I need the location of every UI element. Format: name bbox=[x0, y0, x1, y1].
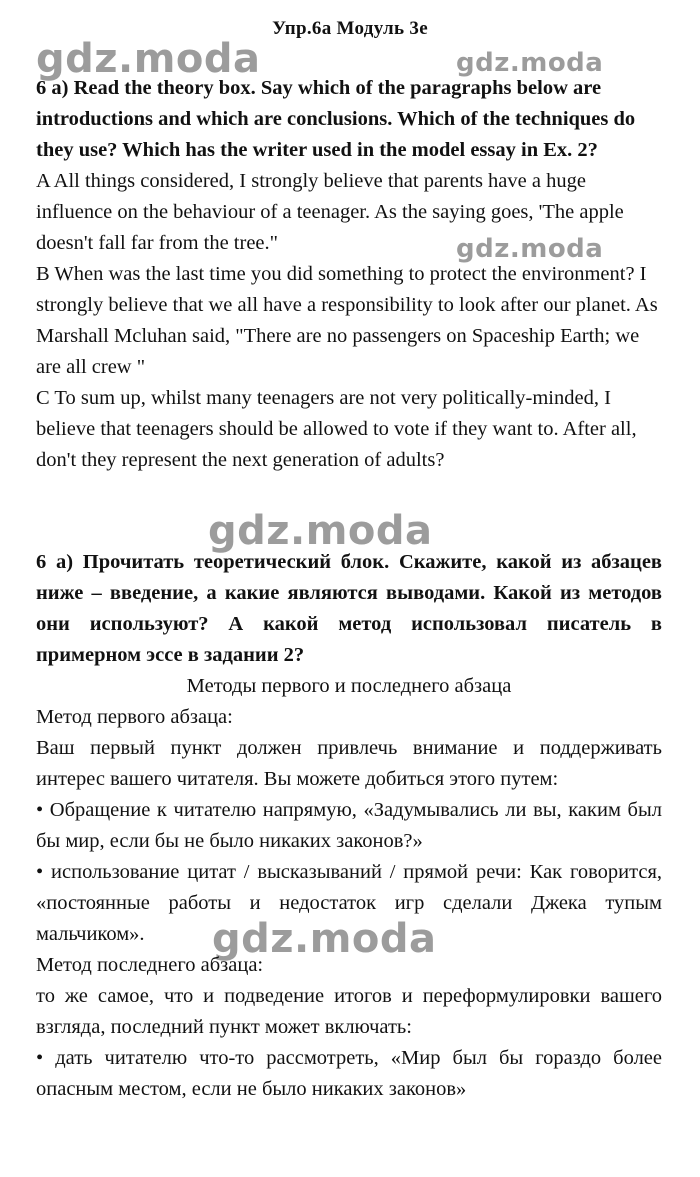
last-bullet-1: • дать читателю что-то рассмотреть, «Мир был бы гораздо более опасным местом, если не было никаких законов» bbox=[36, 1047, 662, 1100]
english-task: 6 a) Read the theory box. Say which of the paragraphs below are introductions and which are conclusions. Which of the techniques do they use? Which has the writer used in the model essay in Ex. 2? bbox=[36, 77, 636, 161]
russian-task: 6 а) Прочитать теоретический блок. Скажите, какой из абзацев ниже – введение, а какие являются выводами. Какой из методов они используют? А какой метод использовал писатель в примерном эссе в задании 2? bbox=[36, 551, 662, 666]
methods-subtitle: Методы первого и последнего абзаца bbox=[186, 675, 512, 697]
watermark-logo: gdz.moda bbox=[212, 916, 437, 962]
english-section bbox=[36, 73, 662, 476]
last-paragraph-text: то же самое, что и подведение итогов и переформулировки вашего взгляда, последний пункт может включать: bbox=[36, 985, 662, 1038]
last-paragraph-heading: Метод последнего абзаца: bbox=[36, 954, 264, 976]
watermark-logo: gdz.moda bbox=[208, 508, 433, 554]
first-bullet-1: • Обращение к читателю напрямую, «Задумывались ли вы, каким был бы мир, если бы не было никаких законов?» bbox=[36, 799, 662, 852]
first-bullet-2: • использование цитат / высказываний / прямой речи: Как говорится, «постоянные работы и недостаток игр сделали Джека тупым мальчиком». bbox=[36, 861, 662, 945]
first-paragraph-text: Ваш первый пункт должен привлечь внимание и поддерживать интерес вашего читателя. Вы можете добиться этого путем: bbox=[36, 737, 662, 790]
paragraph-b: B When was the last time you did something to protect the environment? I strongly believe that we all have a responsibility to look after our planet. As Marshall Mcluhan said, "There are no passengers on Spaceship Earth; we are all crew " bbox=[36, 263, 658, 378]
paragraph-a: A All things considered, I strongly believe that parents have a huge influence on the behaviour of a teenager. As the saying goes, 'The apple doesn't fall far from the tree." bbox=[36, 170, 624, 254]
paragraph-c: C To sum up, whilst many teenagers are not very politically-minded, I believe that teenagers should be allowed to vote if they want to. After all, don't they represent the next generation of adults? bbox=[36, 387, 637, 471]
page-title: Упр.6а Модуль 3e bbox=[272, 18, 428, 39]
first-paragraph-heading: Метод первого абзаца: bbox=[36, 706, 233, 728]
russian-section bbox=[36, 547, 662, 1105]
watermark-logo: gdz.moda bbox=[456, 234, 604, 264]
watermark-logo: gdz.moda bbox=[36, 36, 261, 82]
watermark-logo: gdz.moda bbox=[456, 48, 604, 78]
